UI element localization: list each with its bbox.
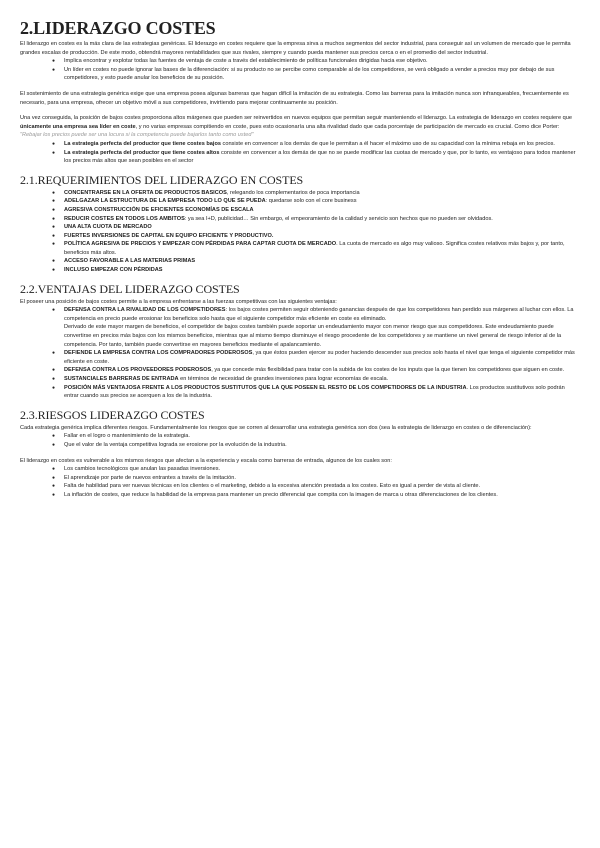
list-item [64,189,580,198]
text-run: consiste en convencer a los demás de que no se puede modificar las cuotas de mercado y que, por lo tanto, es ventajoso para todos mantener los precios más altos que sean posibles en el sector [64,149,576,165]
bullet-list-riesgos-1 [20,432,580,449]
text-run: consiste en convencer a los demás de que le permitan a él hacer el máximo uso de su capacidad con la mínima rebaja en los precios. [220,140,555,147]
list-item [64,240,580,257]
text-run-bold: CONCENTRARSE EN LA OFERTA DE PRODUCTOS BASICOS [64,189,227,196]
text-run-bold: La estrategia perfecta del productor que tiene costes bajos [64,140,221,147]
list-item [64,197,580,206]
bullet-list-ventajas-1 [20,306,580,323]
text-run: . La cuota de mercado es algo muy valioso. Significa costes relativos más bajos y, por tanto, beneficios más altos. [64,241,565,256]
text-run: , y no varias empresas compitiendo en coste, pues esto ocasionaría una alta rivalidad dado que cada porcentaje de participación de mercado es crucial. Como dice Porter: [135,123,560,130]
section-title-liderazgo-costes: 2.LIDERAZGO COSTES [20,18,216,38]
list-item [64,306,580,323]
text-run-bold: FUERTES INVERSIONES DE CAPITAL EN EQUIPO EFICIENTE Y PRODUCTIVO. [64,232,274,239]
list-item: ● Que el valor de la ventaja competitiva lograda se erosione por la evolución de la industria. [64,441,580,450]
text-run: : quedarse solo con el core business [265,198,357,205]
list-item [64,232,580,241]
list-item: ● El aprendizaje por parte de nuevos entrantes a través de la imitación. [64,474,580,483]
text-run-bold: UNA ALTA CUOTA DE MERCADO [64,224,152,231]
paragraph-ventajas-intro: El poseer una posición de bajos costes permite a la empresa enfrentarse a las fuerzas competitivas con las siguientes ventajas: [20,298,337,305]
text-run: , ya que éstos pueden ejercer su poder haciendo descender sus precios solo hasta el nivel que tenga el siguiente competidor más eficiente en coste. [64,350,575,365]
list-item [64,140,580,149]
list-item: ● Los cambios tecnológicos que anulan las pasadas inversiones. [64,465,580,474]
bullet-list-requerimientos [20,189,580,275]
text-run: , ya que concede más flexibilidad para tratar con la subida de los costes de los inputs que la que tienen los competidores que siguen en coste. [211,367,565,374]
text-run: . Los productos sustitutivos solo podrán entrar cuando sus precios se acerquen a los de la industria. [64,384,565,400]
list-item [64,384,580,401]
list-item [64,349,580,366]
text-run: , relegando los complementarios de poca importancia [226,189,360,196]
text-run-bold: DEFENSA CONTRA LA RIVALIDAD DE LOS COMPETIDORES [64,307,226,314]
bullet-list-ventajas-2 [20,349,580,401]
list-item: ● Fallar en el logro o mantenimiento de la estrategia. [64,432,580,441]
paragraph-sostenimiento: El sostenimiento de una estrategia genérica exige que una empresa posea algunas barreras que hagan difícil la imitación de su estrategia. Como las barreras para la imitación nunca son infranqueables, frecuentemente es necesario, para una empresa, ofrecer un objetivo móvil a sus competidores, invirtiendo para mejorar continuamente su posición. [20,90,569,106]
text-run: en términos de necesidad de grandes inversiones para lograr economías de escala. [178,376,389,382]
bullet-list-riesgos-2 [20,465,580,499]
paragraph-posicion-bajos-costes [20,114,580,140]
list-item [64,375,580,384]
text-run-bold: ACCESO FAVORABLE A LAS MATERIAS PRIMAS [64,258,196,265]
list-item [64,223,580,232]
section-title-ventajas: 2.2.VENTAJAS DEL LIDERAZGO COSTES [20,281,240,296]
section-title-riesgos: 2.3.RIESGOS LIDERAZGO COSTES [20,407,205,422]
list-item [64,215,580,224]
text-run-bold: DEFENSA CONTRA LOS PROVEEDORES PODEROSOS [64,367,212,374]
porter-quote: "Rebajar los precios puede ser una locura si la competencia puede bajarlos tanto como usted" [20,132,254,139]
list-item [64,366,580,375]
text-run-bold: POLÍTICA AGRESIVA DE PRECIOS Y EMPEZAR CON PÉRDIDAS PARA CAPTAR CUOTA DE MERCADO [64,241,337,248]
text-run-bold: La estrategia perfecta del productor que tiene costes altos [64,149,220,156]
list-item: ● Un líder en costes no puede ignorar las bases de la diferenciación: si su producto no se percibe como comparable al de los competidores, se verá obligado a vender a precios muy por debajo de sus competidores, y esto puede anular los beneficios de su posición. [64,66,580,83]
paragraph-intro: El liderazgo en costes es la más clara de las estrategias genéricas. El liderazgo en costes requiere que la empresa sirva a muchos segmentos del sector industrial, para conseguir así un volumen de mercado que le permita grandes escalas de producción. De este modo, obtendrá mayores rentabilidades que sus rivales, siempre y cuando pueda mantener sus precios cerca o en el promedio del sector industrial. [20,41,571,56]
text-run: : ya sea I+D, publicidad… Sin embargo, el empeoramiento de la calidad y servicio son hechos que no pueden ser olvidados. [184,215,493,222]
list-item: ● Falta de habilidad para ver nuevas técnicas en los clientes o el marketing, debido a la excesiva atención prestada a los costes. Esto es igual a perder de vista al cliente. [64,482,580,491]
list-item [64,266,580,275]
text-run-bold: INCLUSO EMPEZAR CON PÉRDIDAS [64,267,163,274]
list-item [64,149,580,166]
paragraph-riesgos-intro: Cada estrategia genérica implica diferentes riesgos. Fundamentalmente los riesgos que se corren al desarrollar una estrategia genérica son dos (sea la estrategia de liderazgo en costes o de diferenciación): [20,424,532,431]
list-item [64,257,580,266]
section-title-requerimientos: 2.1.REQUERIMIENTOS DEL LIDERAZGO EN COSTES [20,172,304,187]
text-run-bold: ADELGAZAR LA ESTRUCTURA DE LA EMPRESA TODO LO QUE SE PUEDA [64,198,266,205]
text-run-bold: AGRESIVA CONSTRUCCIÓN DE EFICIENTES ECONOMÍAS DE ESCALA [64,206,254,213]
bullet-list-2 [20,140,580,166]
text-run-bold: REDUCIR COSTES EN TODOS LOS AMBITOS [64,215,185,222]
text-run: Una vez conseguida, la posición de bajos costes proporciona altos márgenes que pueden ser reinvertidos en nuevos equipos que permitan seguir manteniendo el liderazgo. La estrategia de liderazgo en costes requiere que [20,115,572,122]
list-item: ● La inflación de costes, que reduce la habilidad de la empresa para mantener un precio diferencial que compita con la imagen de marca u otras diferenciaciones de los clientes. [64,491,580,500]
list-item [64,206,580,215]
text-run-bold: DEFIENDE LA EMPRESA CONTRA LOS COMPRADORES PODEROSOS [64,350,253,357]
text-run: : los bajos costes permiten seguir obteniendo ganancias después de que los competidores han perdido sus márgenes al luchar con ellos. La competencia en precio puede erosionar los beneficios solo hasta que el siguiente competidor más eficiente en coste es eliminado. [64,307,574,322]
text-run-bold: únicamente una empresa sea líder en coste [20,123,136,130]
text-run-bold: SUSTANCIALES BARRERAS DE ENTRADA [64,376,179,382]
bullet-list-1 [20,57,580,83]
text-run-bold: POSICIÓN MÁS VENTAJOSA FRENTE A LOS PRODUCTOS SUSTITUTOS QUE LA QUE POSEEN EL RESTO DE LOS COMPETIDORES DE LA INDUSTRIA [64,384,467,391]
paragraph-vulnerable: El liderazgo en costes es vulnerable a los mismos riesgos que afectan a la experiencia y escala como barreras de entrada, algunos de los cuales son: [20,457,392,464]
paragraph-derivado: Derivado de este mayor margen de beneficios, el competidor de bajos costes también puede soportar un endeudamiento mayor con menor riesgo que sus competidores. Este endeudamiento puede convertirse en precios más bajos con los mismos beneficios, mientras que al mismo tiempo disminuye el riesgo procedente de los competidores y se mantiene un nivel general de riesgo inferior al de la competencia. Por tanto, también puede convertirse en mayores beneficios mediante el apalancamiento. [64,324,562,348]
list-item: ● Implica encontrar y explotar todas las fuentes de ventaja de coste a través del establecimiento de políticas funcionales dirigidas hacia ese objetivo. [64,57,580,66]
